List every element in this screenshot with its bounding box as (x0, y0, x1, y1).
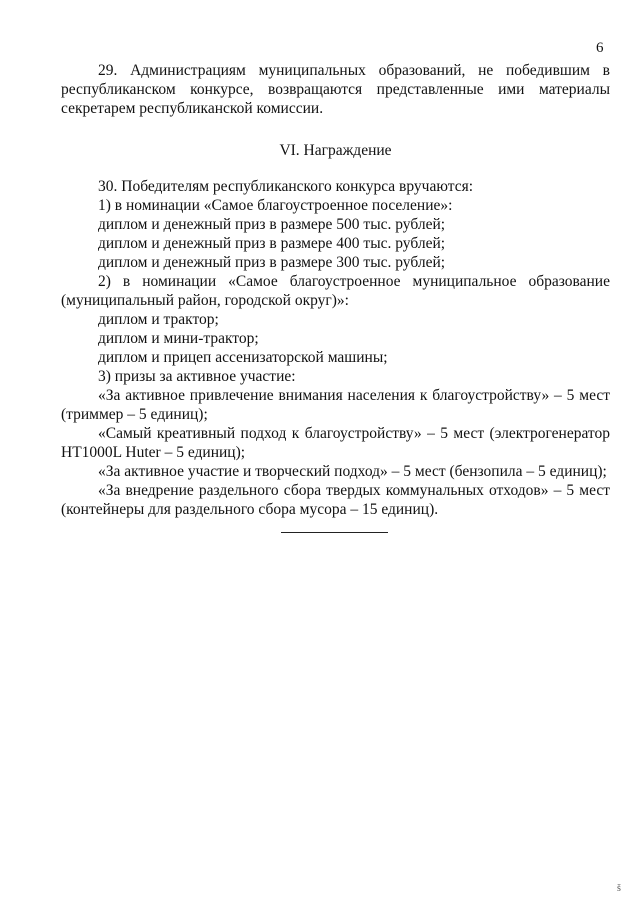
nomination-3-item: «За внедрение раздельного сбора твердых коммунальных отходов» – 5 мест (контейнеры для раздельного сбора мусора – 15 единиц). (61, 482, 610, 518)
nomination-1-item: диплом и денежный приз в размере 500 тыс. рублей; (98, 216, 446, 233)
nomination-1-item: диплом и денежный приз в размере 400 тыс. рублей; (98, 235, 446, 252)
end-divider (281, 532, 388, 533)
document-body (61, 61, 610, 519)
section-heading: VI. Награждение (279, 142, 392, 159)
nomination-2-item: диплом и мини-трактор; (98, 330, 259, 347)
nomination-3-title: 3) призы за активное участие: (98, 368, 296, 385)
paragraph-29: 29. Администрациям муниципальных образований, не победившим в республиканском конкурсе, возвращаются представленные ими материалы секретарем республиканской комиссии. (61, 62, 610, 117)
corner-mark: š (617, 883, 621, 894)
nomination-2-item: диплом и трактор; (98, 311, 219, 328)
nomination-1-item: диплом и денежный приз в размере 300 тыс. рублей; (98, 254, 446, 271)
nomination-2-item: диплом и прицеп ассенизаторской машины; (98, 349, 388, 366)
nomination-3-item: «Самый креативный подход к благоустройству» – 5 мест (электрогенератор HT1000L Huter – 5 единиц); (61, 425, 610, 461)
nomination-3-item: «За активное привлечение внимания населения к благоустройству» – 5 мест (триммер – 5 единиц); (61, 387, 610, 423)
nomination-3-item: «За активное участие и творческий подход» – 5 мест (бензопила – 5 единиц); (98, 463, 607, 480)
nomination-2-title: 2) в номинации «Самое благоустроенное муниципальное образование (муниципальный район, городской округ)»: (61, 273, 610, 309)
paragraph-30: 30. Победителям республиканского конкурса вручаются: (98, 178, 474, 195)
page-number: 6 (596, 40, 604, 56)
nomination-1-title: 1) в номинации «Самое благоустроенное поселение»: (98, 197, 453, 214)
